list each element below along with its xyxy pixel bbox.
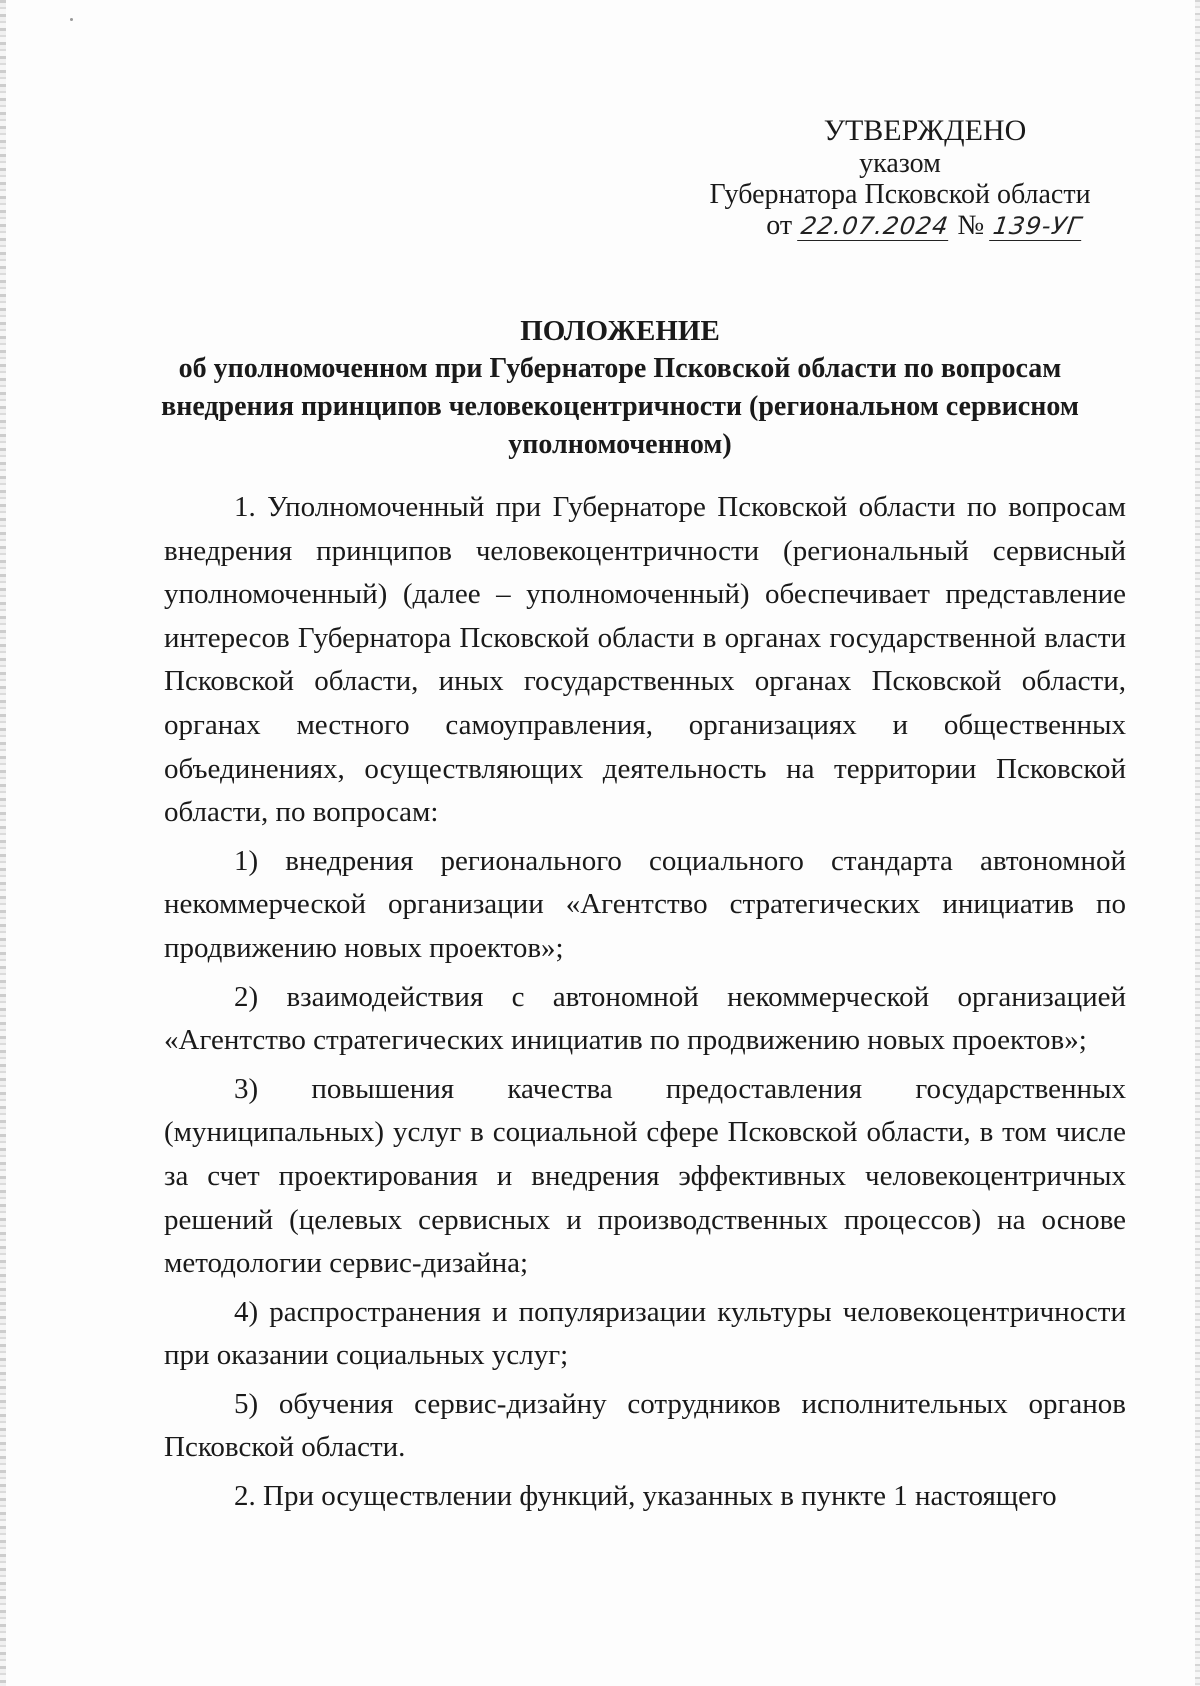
list-item-1: 1) внедрения регионального социального стандарта автономной некоммерческой организации «Агентство стратегических инициатив по продвижению новых проектов»; [164, 844, 1126, 964]
approval-line-governor: Губернатора Псковской области [709, 178, 1091, 210]
handwritten-number: 139-УГ [989, 214, 1085, 241]
approval-heading: УТВЕРЖДЕНО [823, 114, 1027, 147]
scan-speck [70, 18, 73, 21]
approval-line-decree: указом [859, 147, 941, 179]
title-main: ПОЛОЖЕНИЕ [520, 315, 720, 347]
list-item-5: 5) обучения сервис-дизайну сотрудников исполнительных органов Псковской области. [164, 1387, 1126, 1464]
date-prefix: от [766, 210, 793, 242]
document-body [164, 486, 1126, 1519]
list-item-3: 3) повышения качества предоставления государственных (муниципальных) услуг в социальной сфере Псковской области, в том числе за счет проектирования и внедрения эффективных человекоцентричных решений (целевых сервисных и производственных процессов) на основе методологии сервис-дизайна; [164, 1072, 1126, 1280]
scan-edge-left [0, 0, 6, 1686]
approval-stamp-block [690, 114, 1110, 242]
number-sign: № [957, 210, 985, 242]
scan-edge-right [1195, 0, 1200, 1686]
list-item-4: 4) распространения и популяризации культуры человекоцентричности при оказании социальных услуг; [164, 1295, 1126, 1372]
list-item-2: 2) взаимодействия с автономной некоммерческой организацией «Агентство стратегических инициатив по продвижению новых проектов»; [164, 980, 1126, 1057]
paragraph-2: 2. При осуществлении функций, указанных в пункте 1 настоящего [234, 1480, 1057, 1513]
handwritten-date: 22.07.2024 [797, 214, 952, 241]
paragraph-1: 1. Уполномоченный при Губернаторе Псковской области по вопросам внедрения принципов человекоцентричности (региональный сервисный уполномоченный) (далее – уполномоченный) обеспечивает представление интересов Губернатора Псковской области в органах государственной власти Псковской области, иных государственных органах Псковской области, органах местного самоуправления, организациях и общественных объединениях, осуществляющих деятельность на территории Псковской области, по вопросам: [164, 491, 1126, 829]
approval-date-line [690, 210, 1110, 241]
title-subtitle: об уполномоченном при Губернаторе Псковской области по вопросам внедрения принципов человекоцентричности (региональном сервисном уполномоченном) [161, 353, 1079, 460]
document-title [160, 312, 1080, 464]
